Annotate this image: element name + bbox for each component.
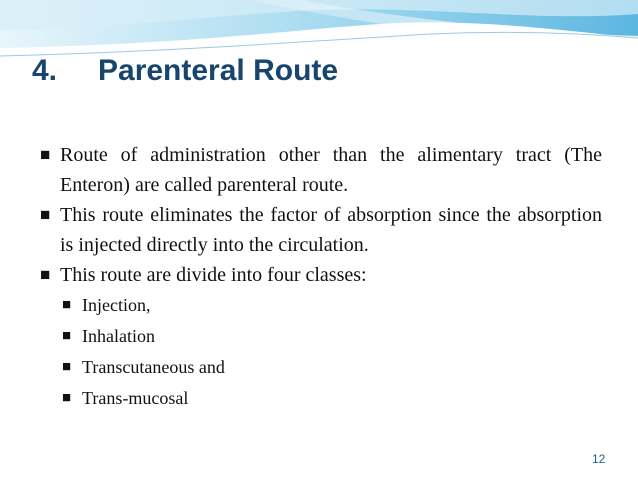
square-bullet-icon: ■ [62,297,72,313]
sub-bullet-item [62,290,602,321]
sub-bullet-text: Inhalation [82,326,155,346]
square-bullet-icon: ■ [62,359,72,375]
sub-bullet-item [62,352,602,383]
square-bullet-icon: ■ [40,265,51,284]
bullet-item [40,260,602,290]
bullet-list [40,140,602,414]
square-bullet-icon: ■ [40,145,51,164]
page-number: 12 [592,452,606,466]
sub-bullet-item [62,383,602,414]
title-text: Parenteral Route [98,54,339,87]
sub-bullet-text: Injection, [82,295,151,315]
square-bullet-icon: ■ [62,390,72,406]
sub-bullet-list [40,290,602,414]
sub-bullet-item [62,321,602,352]
bullet-text: Route of administration other than the alimentary tract (The Enteron) are called parenteral route. [60,144,602,196]
bullet-text: This route eliminates the factor of absorption since the absorption is injected directly into the circulation. [60,204,602,256]
square-bullet-icon: ■ [62,328,72,344]
bullet-item [40,200,602,260]
sub-bullet-text: Trans-mucosal [82,388,189,408]
bullet-text: This route are divide into four classes: [60,264,367,286]
square-bullet-icon: ■ [40,205,51,224]
sub-bullet-text: Transcutaneous and [82,357,225,377]
slide-title [32,54,338,88]
bullet-item [40,140,602,200]
title-number: 4. [32,54,58,87]
